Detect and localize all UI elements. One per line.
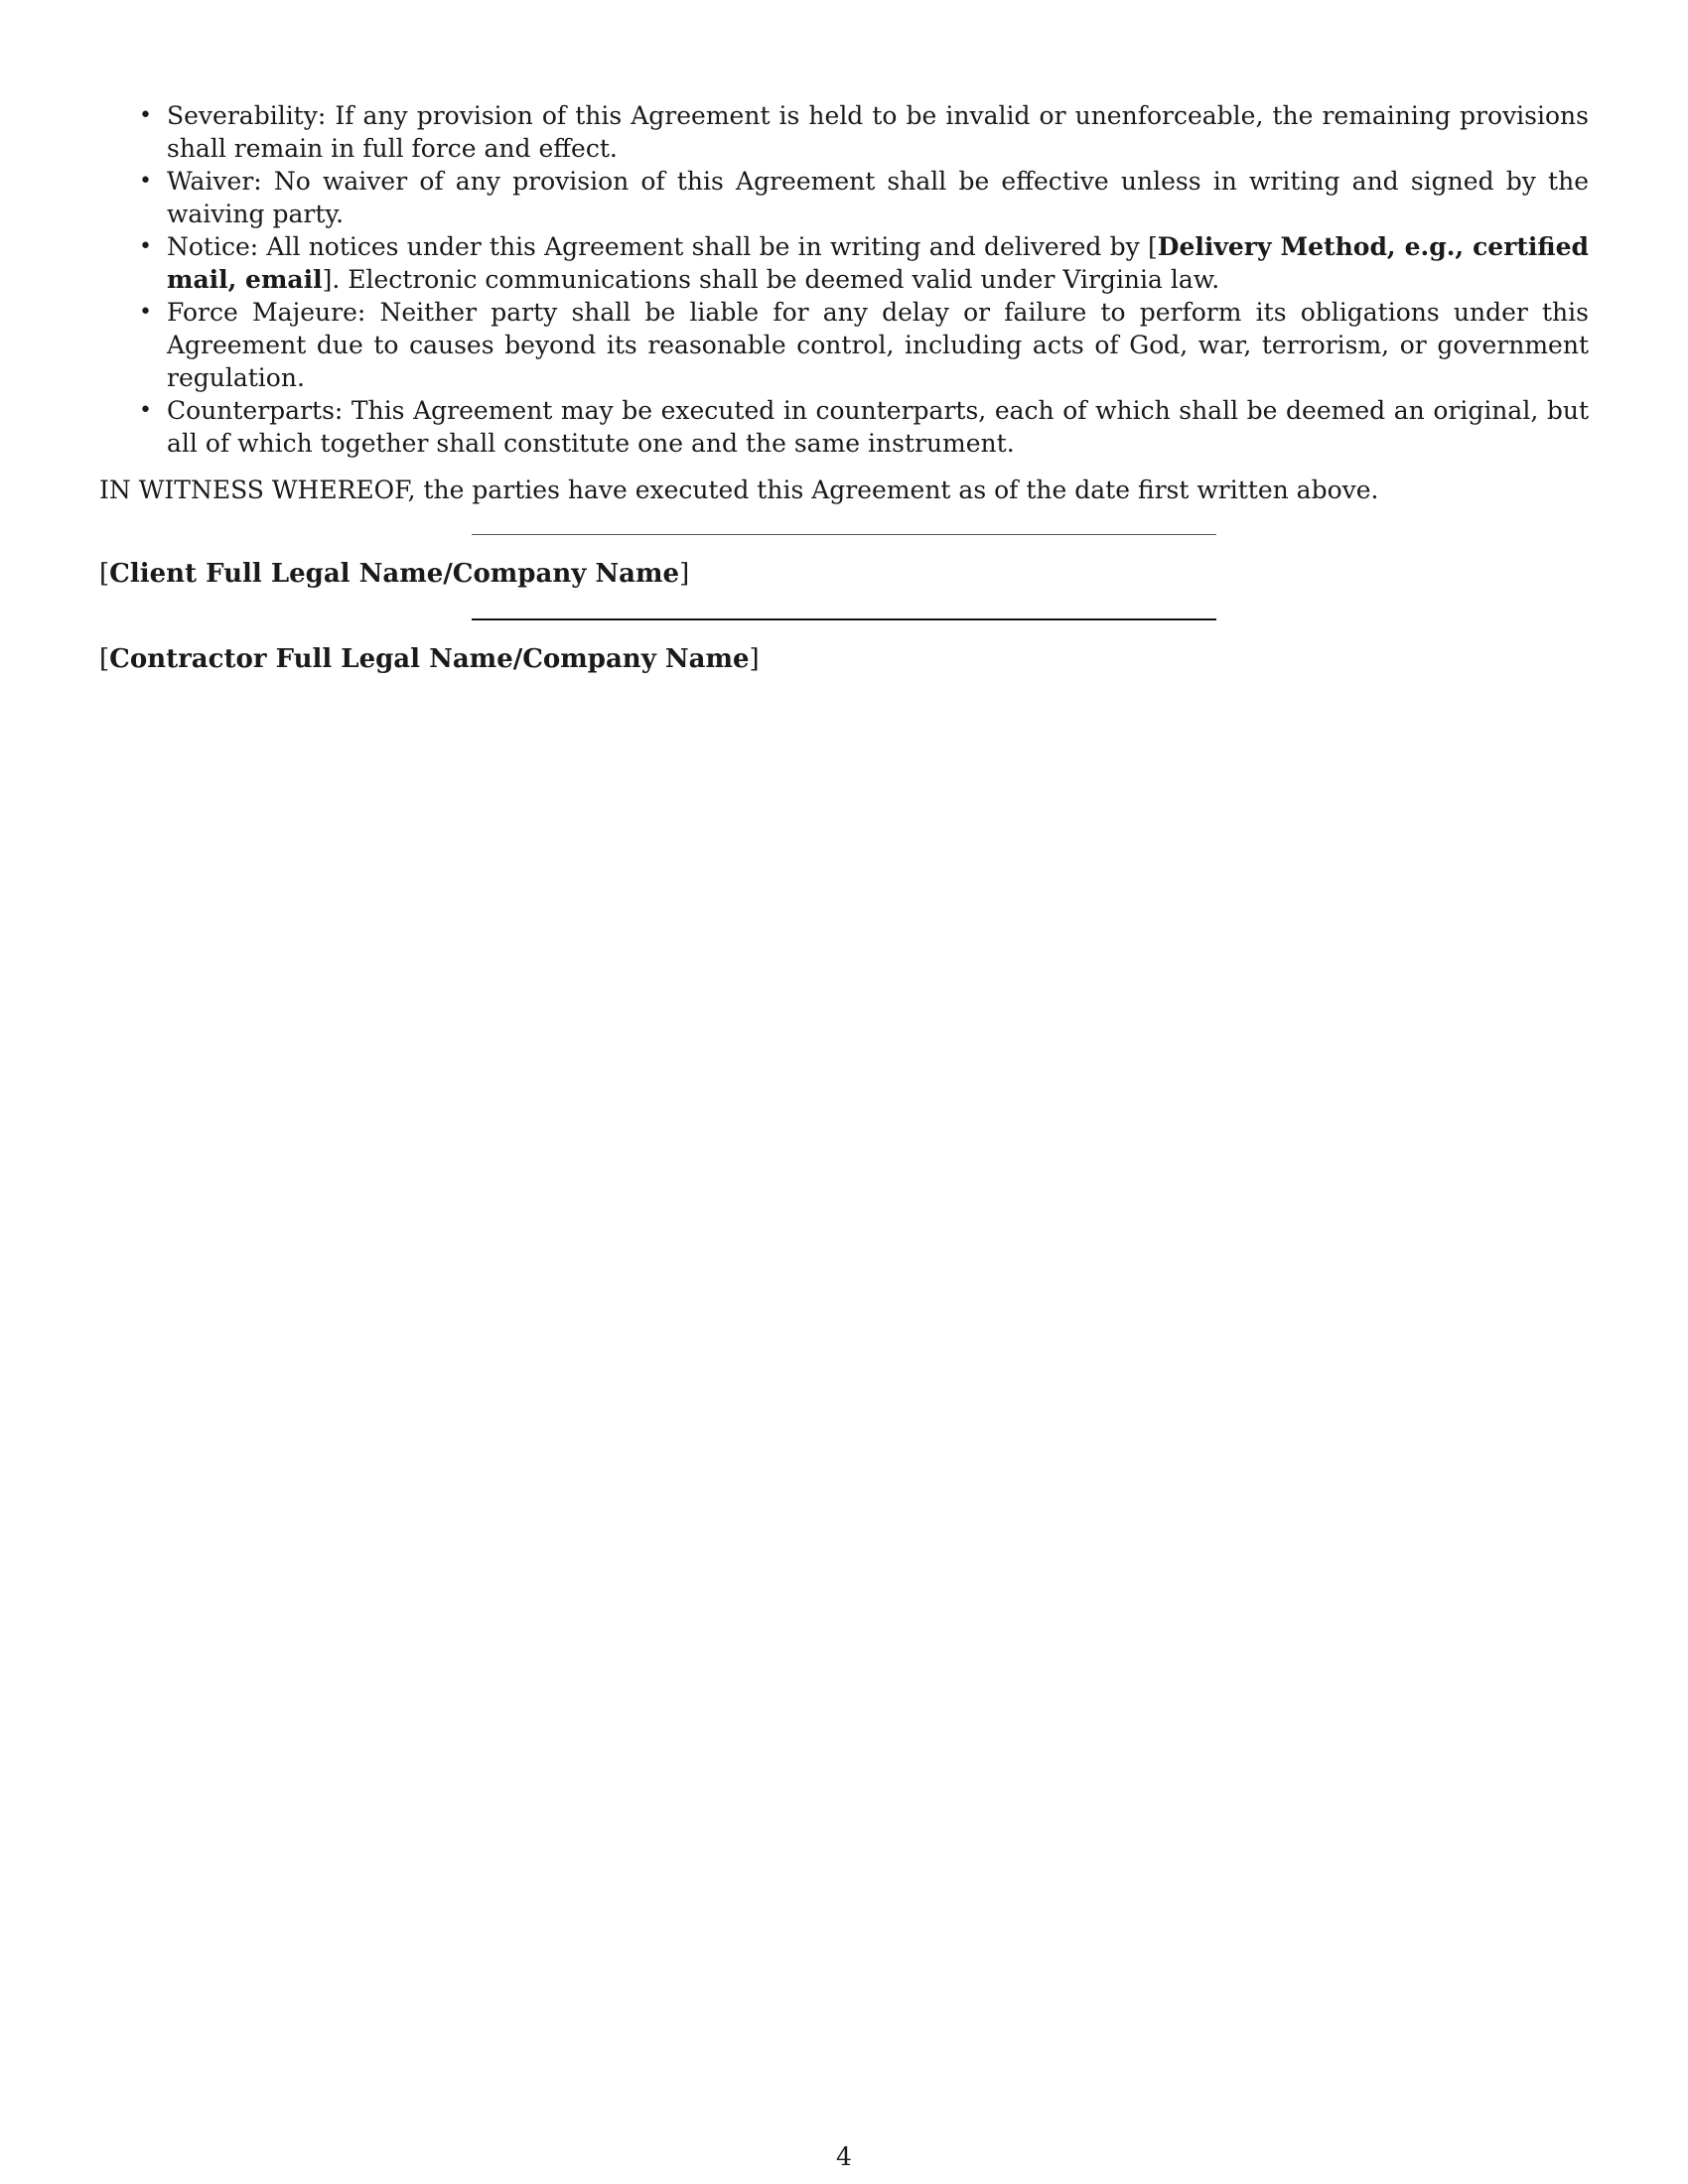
- bracket-close: ]: [749, 644, 760, 674]
- provision-notice: [99, 230, 1589, 296]
- delivery-method-placeholder: Delivery Method, e.g., certified mail, email: [167, 232, 1589, 294]
- contractor-name-text: Contractor Full Legal Name/Company Name: [109, 644, 750, 674]
- page-number: 4: [836, 2142, 852, 2171]
- client-name-placeholder: [99, 557, 1589, 591]
- provision-text: Notice: All notices under this Agreement shall be in writing and delivered by: [167, 232, 1148, 261]
- contractor-signature-line: [472, 618, 1216, 620]
- bullet-icon: •: [139, 234, 152, 259]
- provision-text: Waiver: No waiver of any provision of this Agreement shall be effective unless in writing and signed by the waiving party.: [167, 167, 1589, 228]
- provision-text: . Electronic communications shall be deemed valid under Virginia law.: [332, 265, 1220, 294]
- contractor-name-placeholder: [99, 642, 1589, 676]
- provision-text: Severability: If any provision of this Agreement is held to be invalid or unenforceable, the remaining provisions shall remain in full force and effect.: [167, 101, 1589, 163]
- bullet-icon: •: [139, 103, 152, 128]
- bullet-icon: •: [139, 169, 152, 194]
- bracket-open: [: [99, 559, 110, 589]
- provision-force-majeure: [99, 296, 1589, 394]
- provision-severability: [99, 99, 1589, 165]
- client-signature-line: [472, 534, 1216, 535]
- provision-text: Force Majeure: Neither party shall be liable for any delay or failure to perform its obligations under this Agreement due to causes beyond its reasonable control, including acts of God, war, terrorism, or government regulation.: [167, 298, 1589, 392]
- client-name-text: Client Full Legal Name/Company Name: [109, 559, 680, 589]
- provisions-list: [99, 99, 1589, 460]
- witness-statement: IN WITNESS WHEREOF, the parties have executed this Agreement as of the date first written above.: [99, 476, 1379, 504]
- placeholder-bracket-open: [: [1148, 232, 1158, 261]
- bullet-icon: •: [139, 300, 152, 325]
- bracket-close: ]: [679, 559, 690, 589]
- provision-counterparts: [99, 394, 1589, 460]
- contractor-signature-block: [99, 618, 1589, 676]
- placeholder-bracket-close: ]: [322, 265, 333, 294]
- provision-text: Counterparts: This Agreement may be executed in counterparts, each of which shall be deemed an original, but all of which together shall constitute one and the same instrument.: [167, 396, 1589, 458]
- provision-waiver: [99, 165, 1589, 230]
- document-page: [99, 99, 1589, 676]
- client-signature-block: [99, 534, 1589, 591]
- bracket-open: [: [99, 644, 110, 674]
- bullet-icon: •: [139, 398, 152, 423]
